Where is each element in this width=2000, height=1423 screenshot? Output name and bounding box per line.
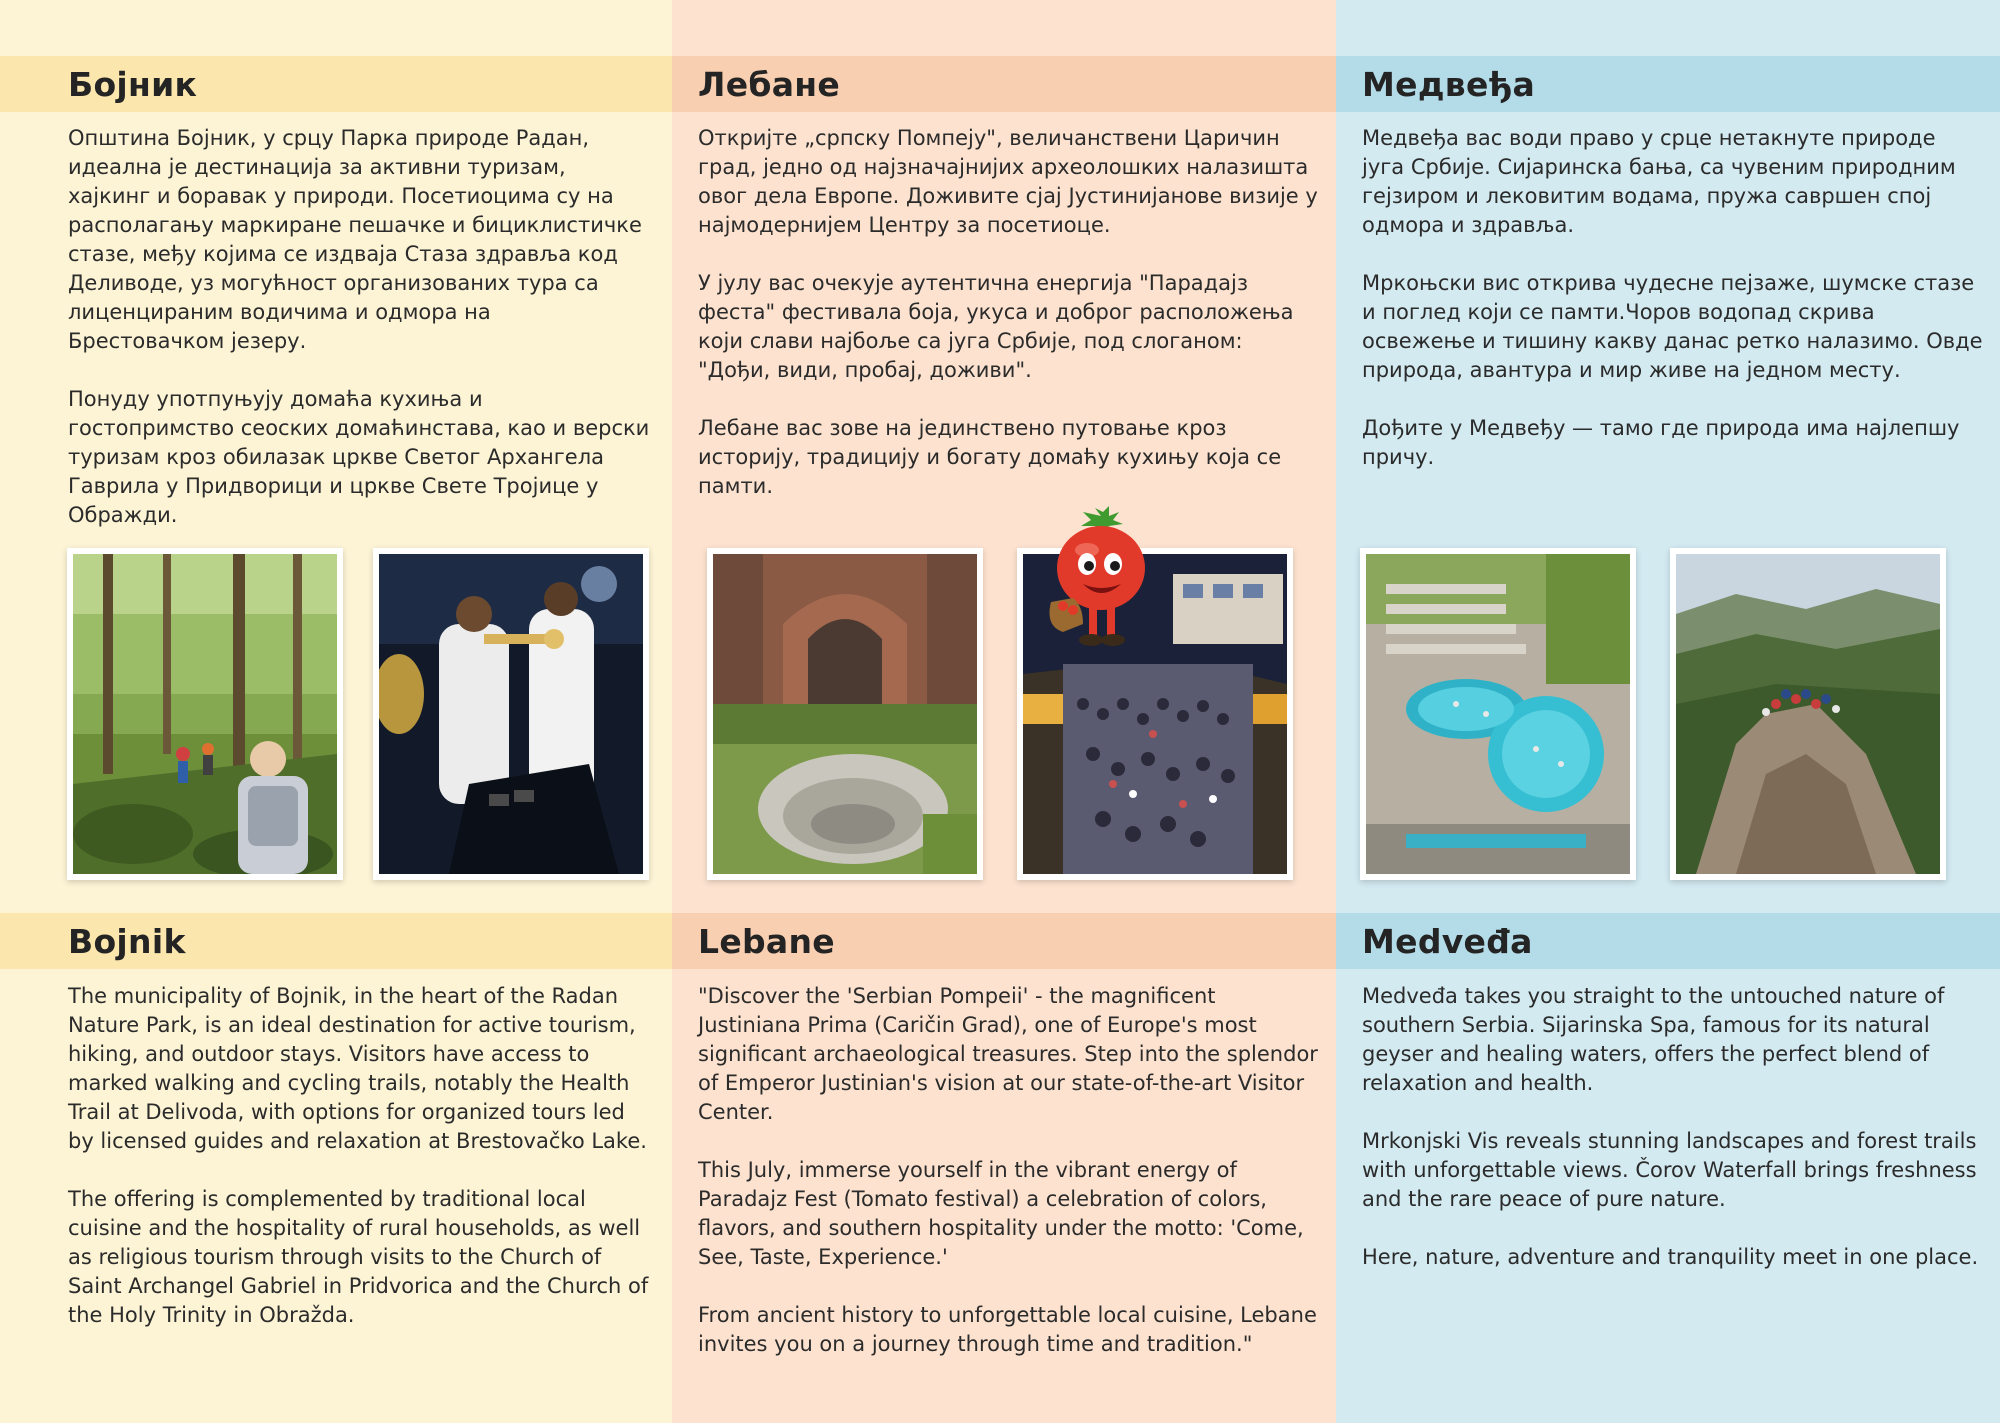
title-en: Bojnik (68, 921, 186, 961)
paragraph: Лебане вас зове на јединствено путовање кроз историју, традицију и богату домаћу кухињу која се памти. (698, 416, 1282, 498)
heading-band-sr (672, 56, 1336, 112)
description-en (1362, 982, 1984, 1301)
paragraph: The municipality of Bojnik, in the heart of the Radan Nature Park, is an ideal destination for active tourism, hiking, and outdoor stays. Visitors have access to marked walking and cycling trails, notably the Health Trail at Delivoda, with options for organized tours led by licensed guides and relaxation at Brestovačko Lake. (68, 984, 647, 1153)
spa-pool-aerial-photo (1360, 548, 1636, 880)
paragraph: Mrkonjski Vis reveals stunning landscapes and forest trails with unforgettable views. Čorov Waterfall brings freshness and the rare peace of pure nature. (1362, 1129, 1977, 1211)
column-bojnik (0, 0, 672, 1423)
description-en (68, 982, 652, 1359)
paragraph: "Discover the 'Serbian Pompeii' - the magnificent Justiniana Prima (Caričin Grad), one of Europe's most significant archaeological treasures. Step into the splendor of Emperor Justinian's vision at our state-of-the-art Visitor Center. (698, 984, 1318, 1124)
forest-hiking-photo (67, 548, 343, 880)
heading-band-en (1336, 913, 2000, 969)
paragraph: The offering is complemented by traditional local cuisine and the hospitality of rural households, as well as religious tourism through visits to the Church of Saint Archangel Gabriel in Pridvorica and the Church of the Holy Trinity in Obražda. (68, 1187, 649, 1327)
heading-band-sr (0, 56, 672, 112)
title-en: Medveđa (1362, 921, 1533, 961)
paragraph: From ancient history to unforgettable local cuisine, Lebane invites you on a journey through time and tradition." (698, 1303, 1317, 1356)
paragraph: Medveđa takes you straight to the untouched nature of southern Serbia. Sijarinska Spa, famous for its natural geyser and healing waters, offers the perfect blend of relaxation and health. (1362, 984, 1945, 1095)
brass-band-concert-photo (373, 548, 649, 880)
description-sr (698, 124, 1320, 530)
mountain-peak-hikers-photo (1670, 548, 1946, 880)
paragraph: Општина Бојник, у срцу Парка природе Радан, идеална је дестинација за активни туризам, хајкинг и боравак у природи. Посетиоцима су на располагању маркиране пешачке и бициклистичке стазе, међу којима се издваја Стаза здравља код Деливоде, уз могућност организованих тура са лиценцираним водичима и одмора на Брестовачком језеру. (68, 126, 642, 353)
tomato-mascot-icon (1043, 506, 1159, 654)
paragraph: Дођите у Медвеђу — тамо где природа има најлепшу причу. (1362, 416, 1960, 469)
description-sr (68, 124, 652, 559)
description-sr (1362, 124, 1984, 501)
paragraph: Here, nature, adventure and tranquility meet in one place. (1362, 1245, 1979, 1269)
column-lebane (672, 0, 1336, 1423)
heading-band-en (672, 913, 1336, 969)
paragraph: У јулу вас очекује аутентична енергија "Парадајз феста" фестивала боја, укуса и доброг расположења који слави најбоље са југа Србије, под слоганом: "Дођи, види, пробај, доживи". (698, 271, 1294, 382)
heading-band-sr (1336, 56, 2000, 112)
paragraph: Медвеђа вас води право у срце нетакнуте природе југа Србије. Сијаринска бања, са чувеним природним гејзиром и лековитим водама, пружа савршен спој одмора и здравља. (1362, 126, 1956, 237)
title-sr: Лебане (698, 64, 841, 104)
description-en (698, 982, 1320, 1388)
paragraph: Откријте „српску Помпеју", величанствени Царичин град, једно од најзначајнијих археолошких налазишта овог дела Европе. Доживите сјај Јустинијанове визије у најмодернијем Центру за посетиоце. (698, 126, 1318, 237)
column-medvedja (1336, 0, 2000, 1423)
paragraph: Мркоњски вис открива чудесне пејзаже, шумске стазе и поглед који се памти.Чоров водопад скрива освежење и тишину какву данас ретко налазимо. Овде природа, авантура и мир живе на једном месту. (1362, 271, 1983, 382)
paragraph: Понуду употпуњују домаћа кухиња и гостопримство сеоских домаћинстава, као и верски туризам кроз обилазак цркве Светог Архангела Гаврила у Придворици и цркве Свете Тројице у Ображди. (68, 387, 650, 527)
title-sr: Бојник (68, 64, 198, 104)
roman-ruins-amphitheater-photo (707, 548, 983, 880)
title-en: Lebane (698, 921, 835, 961)
title-sr: Медвеђа (1362, 64, 1536, 104)
heading-band-en (0, 913, 672, 969)
paragraph: This July, immerse yourself in the vibrant energy of Paradajz Fest (Tomato festival) a celebration of colors, flavors, and southern hospitality under the motto: 'Come, See, Taste, Experience.' (698, 1158, 1304, 1269)
